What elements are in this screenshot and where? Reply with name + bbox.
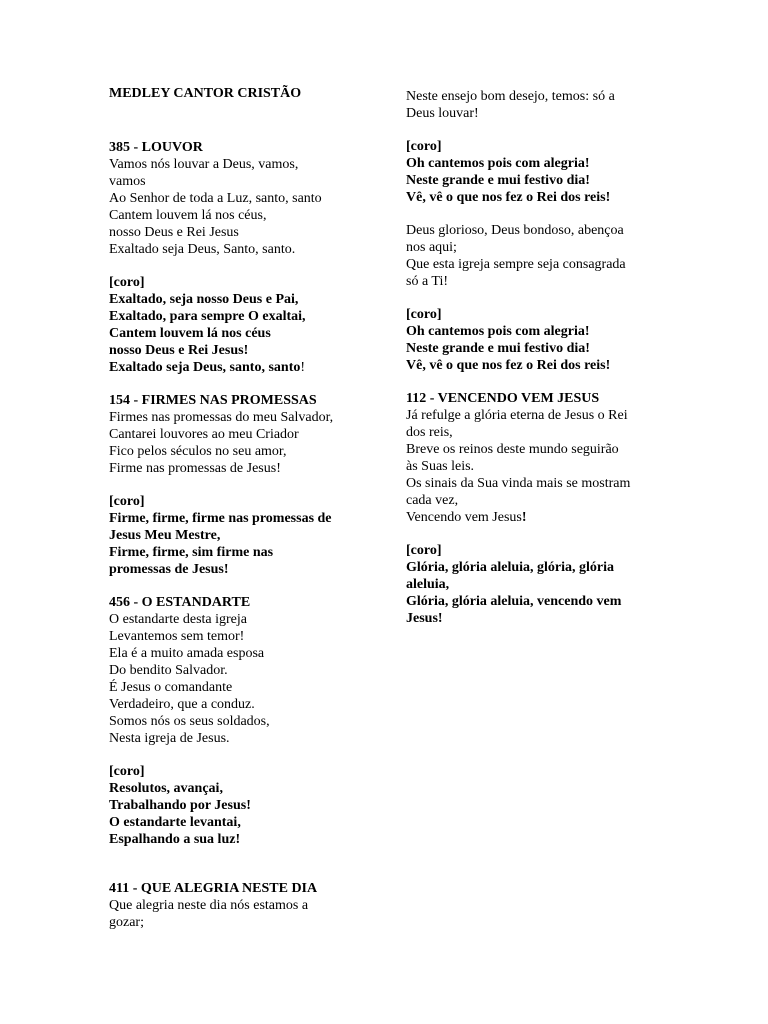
verse-line: só a Ti!: [406, 274, 449, 289]
chorus-line-text: Exaltado seja Deus, santo, santo: [109, 360, 301, 375]
chorus-line: Oh cantemos pois com alegria!: [406, 156, 590, 171]
verse-line-punctuation: !: [521, 510, 527, 525]
chorus-line: Espalhando a sua luz!: [109, 832, 241, 847]
chorus-line: Cantem louvem lá nos céus: [109, 326, 271, 341]
chorus-label: [coro]: [406, 307, 442, 322]
chorus-line: Glória, glória aleluia, glória, glória: [406, 560, 615, 575]
verse-line: Que esta igreja sempre seja consagrada: [406, 257, 626, 272]
verse-line: cada vez,: [406, 493, 459, 508]
verse-line: Já refulge a glória eterna de Jesus o Rei: [406, 408, 628, 423]
verse-line: É Jesus o comandante: [109, 680, 233, 695]
chorus-label: [coro]: [109, 764, 145, 779]
chorus-line: O estandarte levantai,: [109, 815, 241, 830]
verse-line: Cantem louvem lá nos céus,: [109, 208, 267, 223]
chorus-line: Firme, firme, sim firme nas: [109, 545, 274, 560]
document-title: MEDLEY CANTOR CRISTÃO: [109, 86, 302, 101]
hymn-heading-411: 411 - QUE ALEGRIA NESTE DIA: [109, 881, 318, 896]
chorus-line: [109, 359, 305, 376]
chorus-line: Neste grande e mui festivo dia!: [406, 173, 590, 188]
verse-line: Neste ensejo bom desejo, temos: só a: [406, 89, 615, 104]
chorus-line: Glória, glória aleluia, vencendo vem: [406, 594, 622, 609]
verse-line: Ao Senhor de toda a Luz, santo, santo: [109, 191, 322, 206]
verse-line: Firmes nas promessas do meu Salvador,: [109, 410, 334, 425]
chorus-line: Firme, firme, firme nas promessas de: [109, 511, 332, 526]
hymn-heading-154: 154 - FIRMES NAS PROMESSAS: [109, 393, 317, 408]
verse-line: Fico pelos séculos no seu amor,: [109, 444, 287, 459]
verse-line: vamos: [109, 174, 146, 189]
verse-line-text: Vencendo vem Jesus: [406, 510, 522, 525]
chorus-line-punctuation: !: [300, 360, 306, 375]
chorus-line: Jesus!: [406, 611, 443, 626]
hymn-heading-112: 112 - VENCENDO VEM JESUS: [406, 391, 600, 406]
chorus-label: [coro]: [406, 543, 442, 558]
verse-line: às Suas leis.: [406, 459, 475, 474]
chorus-line: Neste grande e mui festivo dia!: [406, 341, 590, 356]
chorus-line: nosso Deus e Rei Jesus!: [109, 343, 249, 358]
verse-line: Exaltado seja Deus, Santo, santo.: [109, 242, 296, 257]
verse-line: Firme nas promessas de Jesus!: [109, 461, 281, 476]
verse-line: Nesta igreja de Jesus.: [109, 731, 230, 746]
chorus-line: Exaltado, para sempre O exaltai,: [109, 309, 306, 324]
verse-line: Os sinais da Sua vinda mais se mostram: [406, 476, 631, 491]
verse-line: nosso Deus e Rei Jesus: [109, 225, 239, 240]
verse-line: O estandarte desta igreja: [109, 612, 247, 627]
verse-line: Que alegria neste dia nós estamos a: [109, 898, 309, 913]
verse-line: Levantemos sem temor!: [109, 629, 245, 644]
hymn-heading-456: 456 - O ESTANDARTE: [109, 595, 251, 610]
chorus-line: Jesus Meu Mestre,: [109, 528, 221, 543]
verse-line: Do bendito Salvador.: [109, 663, 228, 678]
verse-line: Cantarei louvores ao meu Criador: [109, 427, 299, 442]
verse-line: Deus glorioso, Deus bondoso, abençoa: [406, 223, 624, 238]
verse-line: nos aqui;: [406, 240, 457, 255]
chorus-line: Trabalhando por Jesus!: [109, 798, 251, 813]
verse-line: Somos nós os seus soldados,: [109, 714, 270, 729]
chorus-label: [coro]: [109, 275, 145, 290]
chorus-line: Oh cantemos pois com alegria!: [406, 324, 590, 339]
verse-line: Deus louvar!: [406, 106, 479, 121]
chorus-line: aleluia,: [406, 577, 450, 592]
chorus-line: Resolutos, avançai,: [109, 781, 223, 796]
verse-line: gozar;: [109, 915, 144, 930]
chorus-line: promessas de Jesus!: [109, 562, 229, 577]
verse-line: Breve os reinos deste mundo seguirão: [406, 442, 619, 457]
verse-line: [406, 509, 527, 526]
verse-line: Verdadeiro, que a conduz.: [109, 697, 255, 712]
chorus-line: Exaltado, seja nosso Deus e Pai,: [109, 292, 299, 307]
verse-line: dos reis,: [406, 425, 453, 440]
chorus-line: Vê, vê o que nos fez o Rei dos reis!: [406, 358, 611, 373]
chorus-label: [coro]: [109, 494, 145, 509]
hymn-heading-385: 385 - LOUVOR: [109, 140, 203, 155]
chorus-line: Vê, vê o que nos fez o Rei dos reis!: [406, 190, 611, 205]
verse-line: Ela é a muito amada esposa: [109, 646, 265, 661]
verse-line: Vamos nós louvar a Deus, vamos,: [109, 157, 299, 172]
chorus-label: [coro]: [406, 139, 442, 154]
